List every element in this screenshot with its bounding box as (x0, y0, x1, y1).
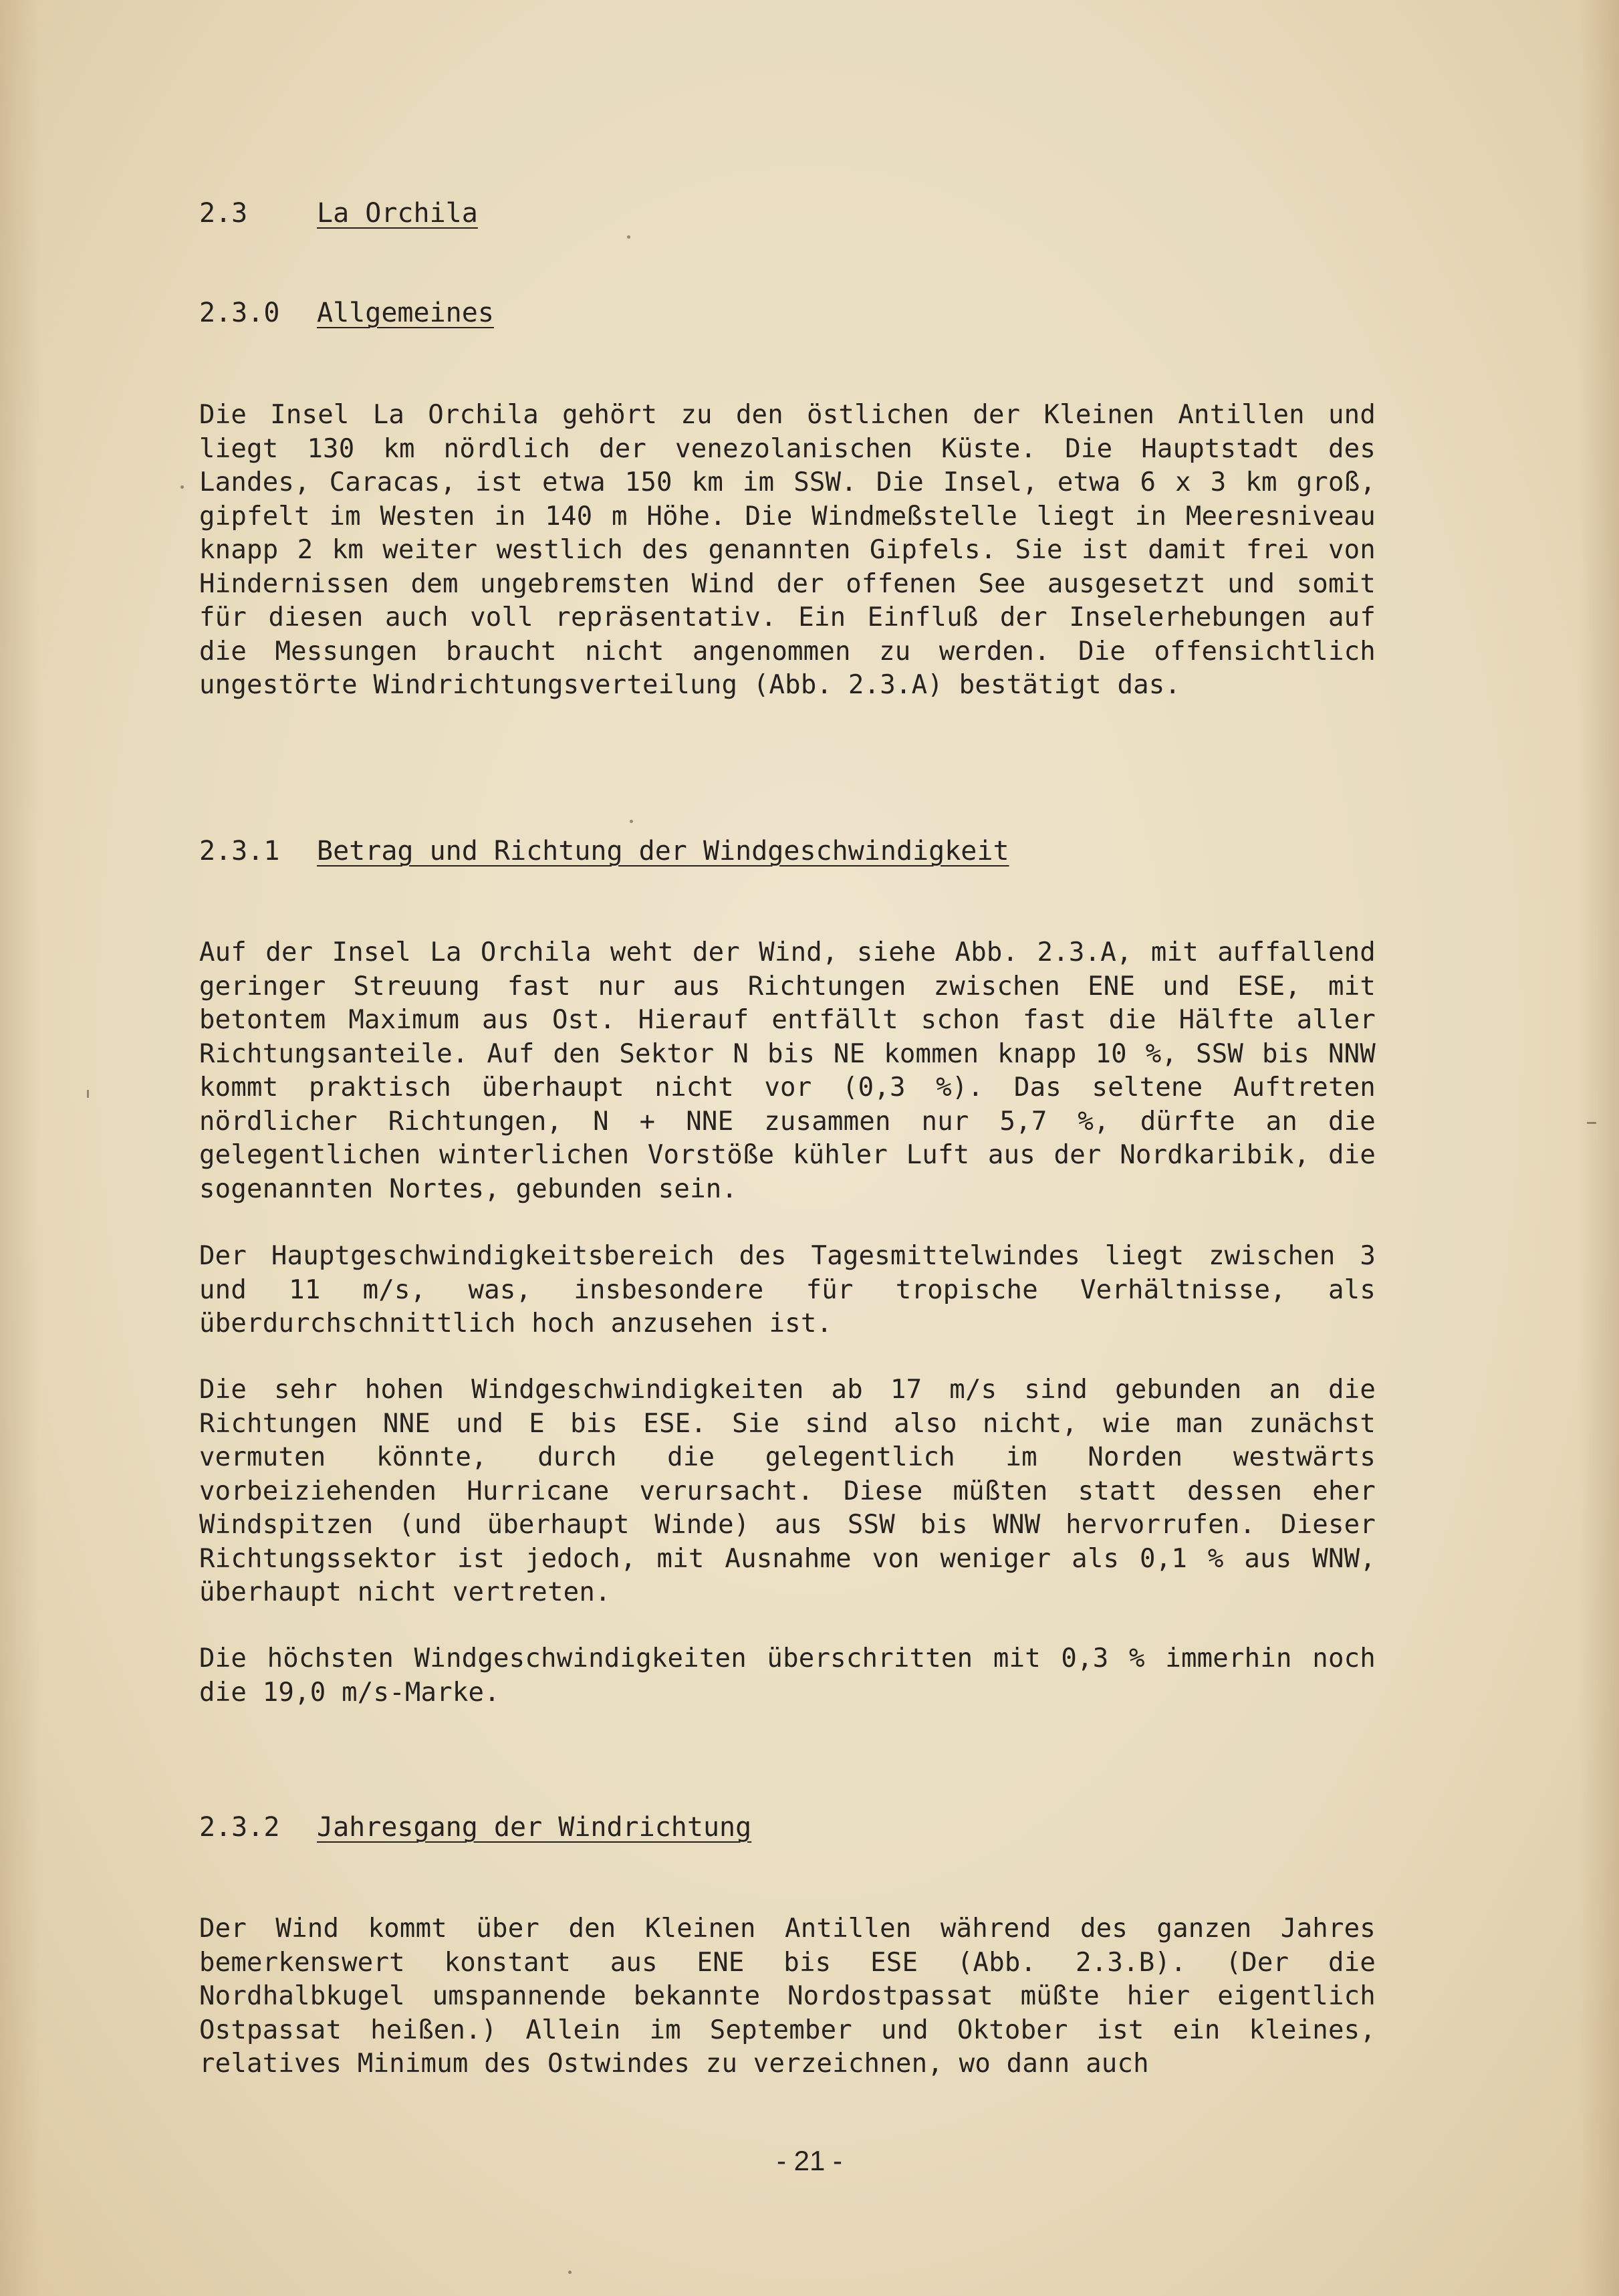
section-number: 2.3.0 (199, 298, 280, 328)
paragraph-annual-cycle: Der Wind kommt über den Kleinen Antillen während des ganzen Jahres bemerkenswert konstant aus ENE bis ESE (Abb. 2.3.B). (Der die Nordhalbkugel umspannende bekannte Nordostpassat müßte hier eigentlich Ostpassat heißen.) Allein im September und Oktober ist ein kleines, relatives Minimum des Ostwindes zu verzeichnen, wo dann auch (199, 1914, 1376, 2079)
section-title: La Orchila (317, 198, 478, 229)
section-number: 2.3.1 (199, 836, 280, 867)
paper-speck (627, 235, 630, 239)
section-title: Jahresgang der Windrichtung (317, 1812, 752, 1843)
section-number: 2.3.2 (199, 1812, 280, 1843)
section-number: 2.3 (199, 198, 248, 229)
paragraph-wind-directions: Auf der Insel La Orchila weht der Wind, siehe Abb. 2.3.A, mit auffallend geringer Streuung fast nur aus Richtungen zwischen ENE und ESE, mit betontem Maximum aus Ost. Hierauf entfällt schon fast die Hälfte aller Richtungsanteile. Auf den Sektor N bis NE kommen knapp 10 %, SSW bis NNW kommt praktisch überhaupt nicht vor (0,3 %). Das seltene Auftreten nördlicher Richtungen, N + NNE zusammen nur 5,7 %, dürfte an die gelegentlichen winterlichen Vorstöße kühler Luft aus der Nordkaribik, die sogenannten Nortes, gebunden sein. (199, 937, 1376, 1204)
paper-speck (630, 820, 633, 823)
section-heading-2-3 (199, 197, 478, 230)
paper-edge-right (1579, 0, 1619, 2296)
paragraph-allgemeines: Die Insel La Orchila gehört zu den östlichen der Kleinen Antillen und liegt 130 km nördlich der venezolanischen Küste. Die Hauptstadt des Landes, Caracas, ist etwa 150 km im SSW. Die Insel, etwa 6 x 3 km groß, gipfelt im Westen in 140 m Höhe. Die Windmeßstelle liegt in Meeresniveau knapp 2 km weiter westlich des genannten Gipfels. Sie ist damit frei von Hindernissen dem ungebremsten Wind der offenen See ausgesetzt und somit für diesen auch voll repräsentativ. Ein Einfluß der Inselerhebungen auf die Messungen braucht nicht angenommen zu werden. Die offensichtlich ungestörte Windrichtungsverteilung (Abb. 2.3.A) bestätigt das. (199, 400, 1376, 700)
paper-edge-left (0, 0, 40, 2296)
paper-speck (1587, 1122, 1596, 1124)
paper-speck (568, 2271, 572, 2274)
paragraph-main-speed-range: Der Hauptgeschwindigkeitsbereich des Tagesmittelwindes liegt zwischen 3 und 11 m/s, was, insbesondere für tropische Verhältnisse, als überdurchschnittlich hoch anzusehen ist. (199, 1241, 1376, 1339)
section-title: Allgemeines (317, 298, 494, 328)
paragraph-high-speeds: Die sehr hohen Windgeschwindigkeiten ab 17 m/s sind gebunden an die Richtungen NNE und E bis ESE. Sie sind also nicht, wie man zunächst vermuten könnte, durch die gelegentlich im Norden westwärts vorbeiziehenden Hurricane verursacht. Diese müßten statt dessen eher Windspitzen (und überhaupt Winde) aus SSW bis WNW hervorrufen. Dieser Richtungssektor ist jedoch, mit Ausnahme von weniger als 0,1 % aus WNW, überhaupt nicht vertreten. (199, 1375, 1376, 1607)
section-heading-2-3-0 (199, 296, 494, 330)
page-number: - 21 - (776, 2145, 843, 2176)
section-heading-2-3-1 (199, 834, 1009, 868)
section-title: Betrag und Richtung der Windgeschwindigkeit (317, 836, 1009, 867)
paper-speck (87, 1090, 89, 1098)
section-heading-2-3-2 (199, 1811, 751, 1844)
paper-speck (180, 485, 184, 489)
paragraph-highest-speeds: Die höchsten Windgeschwindigkeiten überschritten mit 0,3 % immerhin noch die 19,0 m/s-Marke. (199, 1643, 1376, 1708)
